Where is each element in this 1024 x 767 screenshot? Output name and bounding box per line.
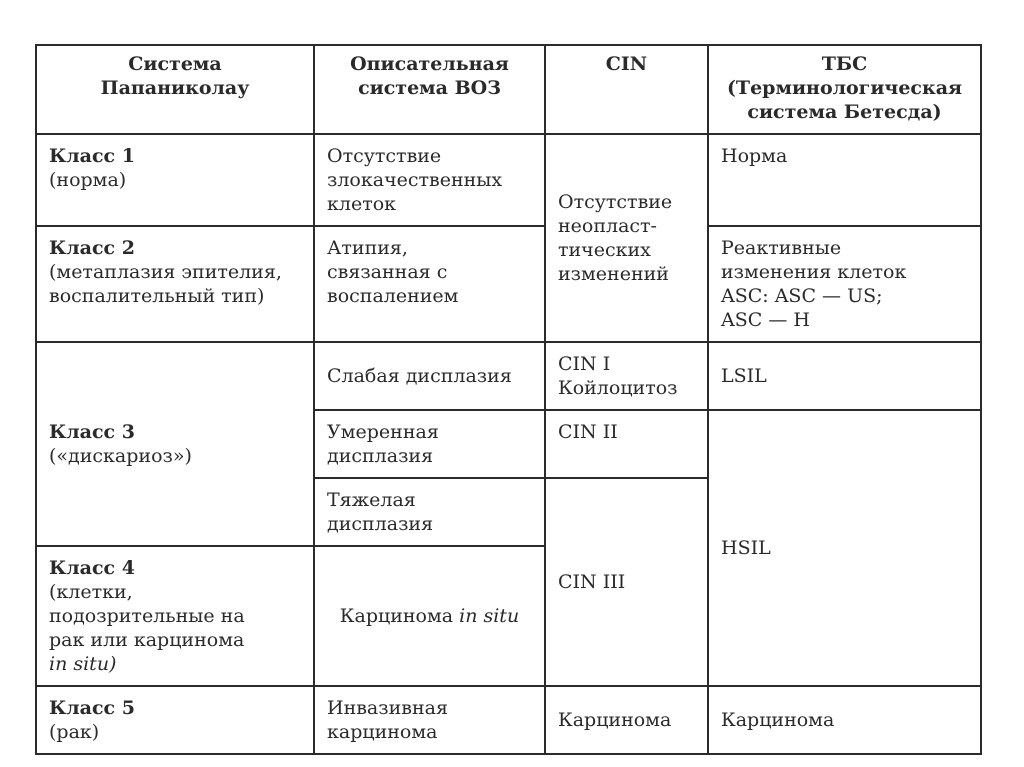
table-row [36, 134, 981, 226]
who-cell-mild-dysplasia: Слабая дисплазия [314, 342, 545, 410]
who-cell-moderate-dysplasia: Умеренная дисплазия [314, 410, 545, 478]
table-row [36, 342, 981, 410]
tbs-cell-carcinoma: Карцинома [708, 686, 981, 754]
tbs-cell-reactive: Реактивные изменения клеток ASC: ASC — US; ASC — H [708, 226, 981, 342]
table-row [36, 686, 981, 754]
cin-cell-no-neoplastic: Отсутствие неопласт- тических изменений [545, 134, 708, 342]
header-cin: CIN [545, 45, 708, 134]
tbs-cell-lsil: LSIL [708, 342, 981, 410]
header-row [36, 45, 981, 134]
who-cell-r2: Атипия, связанная с воспалением [314, 226, 545, 342]
header-who: Описательная система ВОЗ [314, 45, 545, 134]
cin-cell-cin1: CIN I Койлоцитоз [545, 342, 708, 410]
classification-table [35, 44, 982, 755]
who-cell-r1: Отсутствие злокачественных клеток [314, 134, 545, 226]
who-cell-invasive-carcinoma: Инвазивная карцинома [314, 686, 545, 754]
pap-class-1-cell: Класс 1 (норма) [36, 134, 314, 226]
pap-class-3-cell: Класс 3 («дискариоз») [36, 342, 314, 546]
pap-class-5-cell: Класс 5 (рак) [36, 686, 314, 754]
table-row [36, 226, 981, 342]
cin-cell-cin3: CIN III [545, 478, 708, 686]
tbs-cell-norm: Норма [708, 134, 981, 226]
pap-class-2-cell: Класс 2 (метаплазия эпителия, воспалительный тип) [36, 226, 314, 342]
cin-cell-carcinoma: Карцинома [545, 686, 708, 754]
who-cell-carcinoma-in-situ: Карцинома in situ [314, 546, 545, 686]
header-papanicolaou: Система Папаниколау [36, 45, 314, 134]
pap-class-4-cell: Класс 4 (клетки, подозрительные на рак или карцинома in situ) [36, 546, 314, 686]
tbs-cell-hsil: HSIL [708, 410, 981, 686]
who-cell-severe-dysplasia: Тяжелая дисплазия [314, 478, 545, 546]
header-tbs: ТБС (Терминологическая система Бетесда) [708, 45, 981, 134]
cin-cell-cin2: CIN II [545, 410, 708, 478]
